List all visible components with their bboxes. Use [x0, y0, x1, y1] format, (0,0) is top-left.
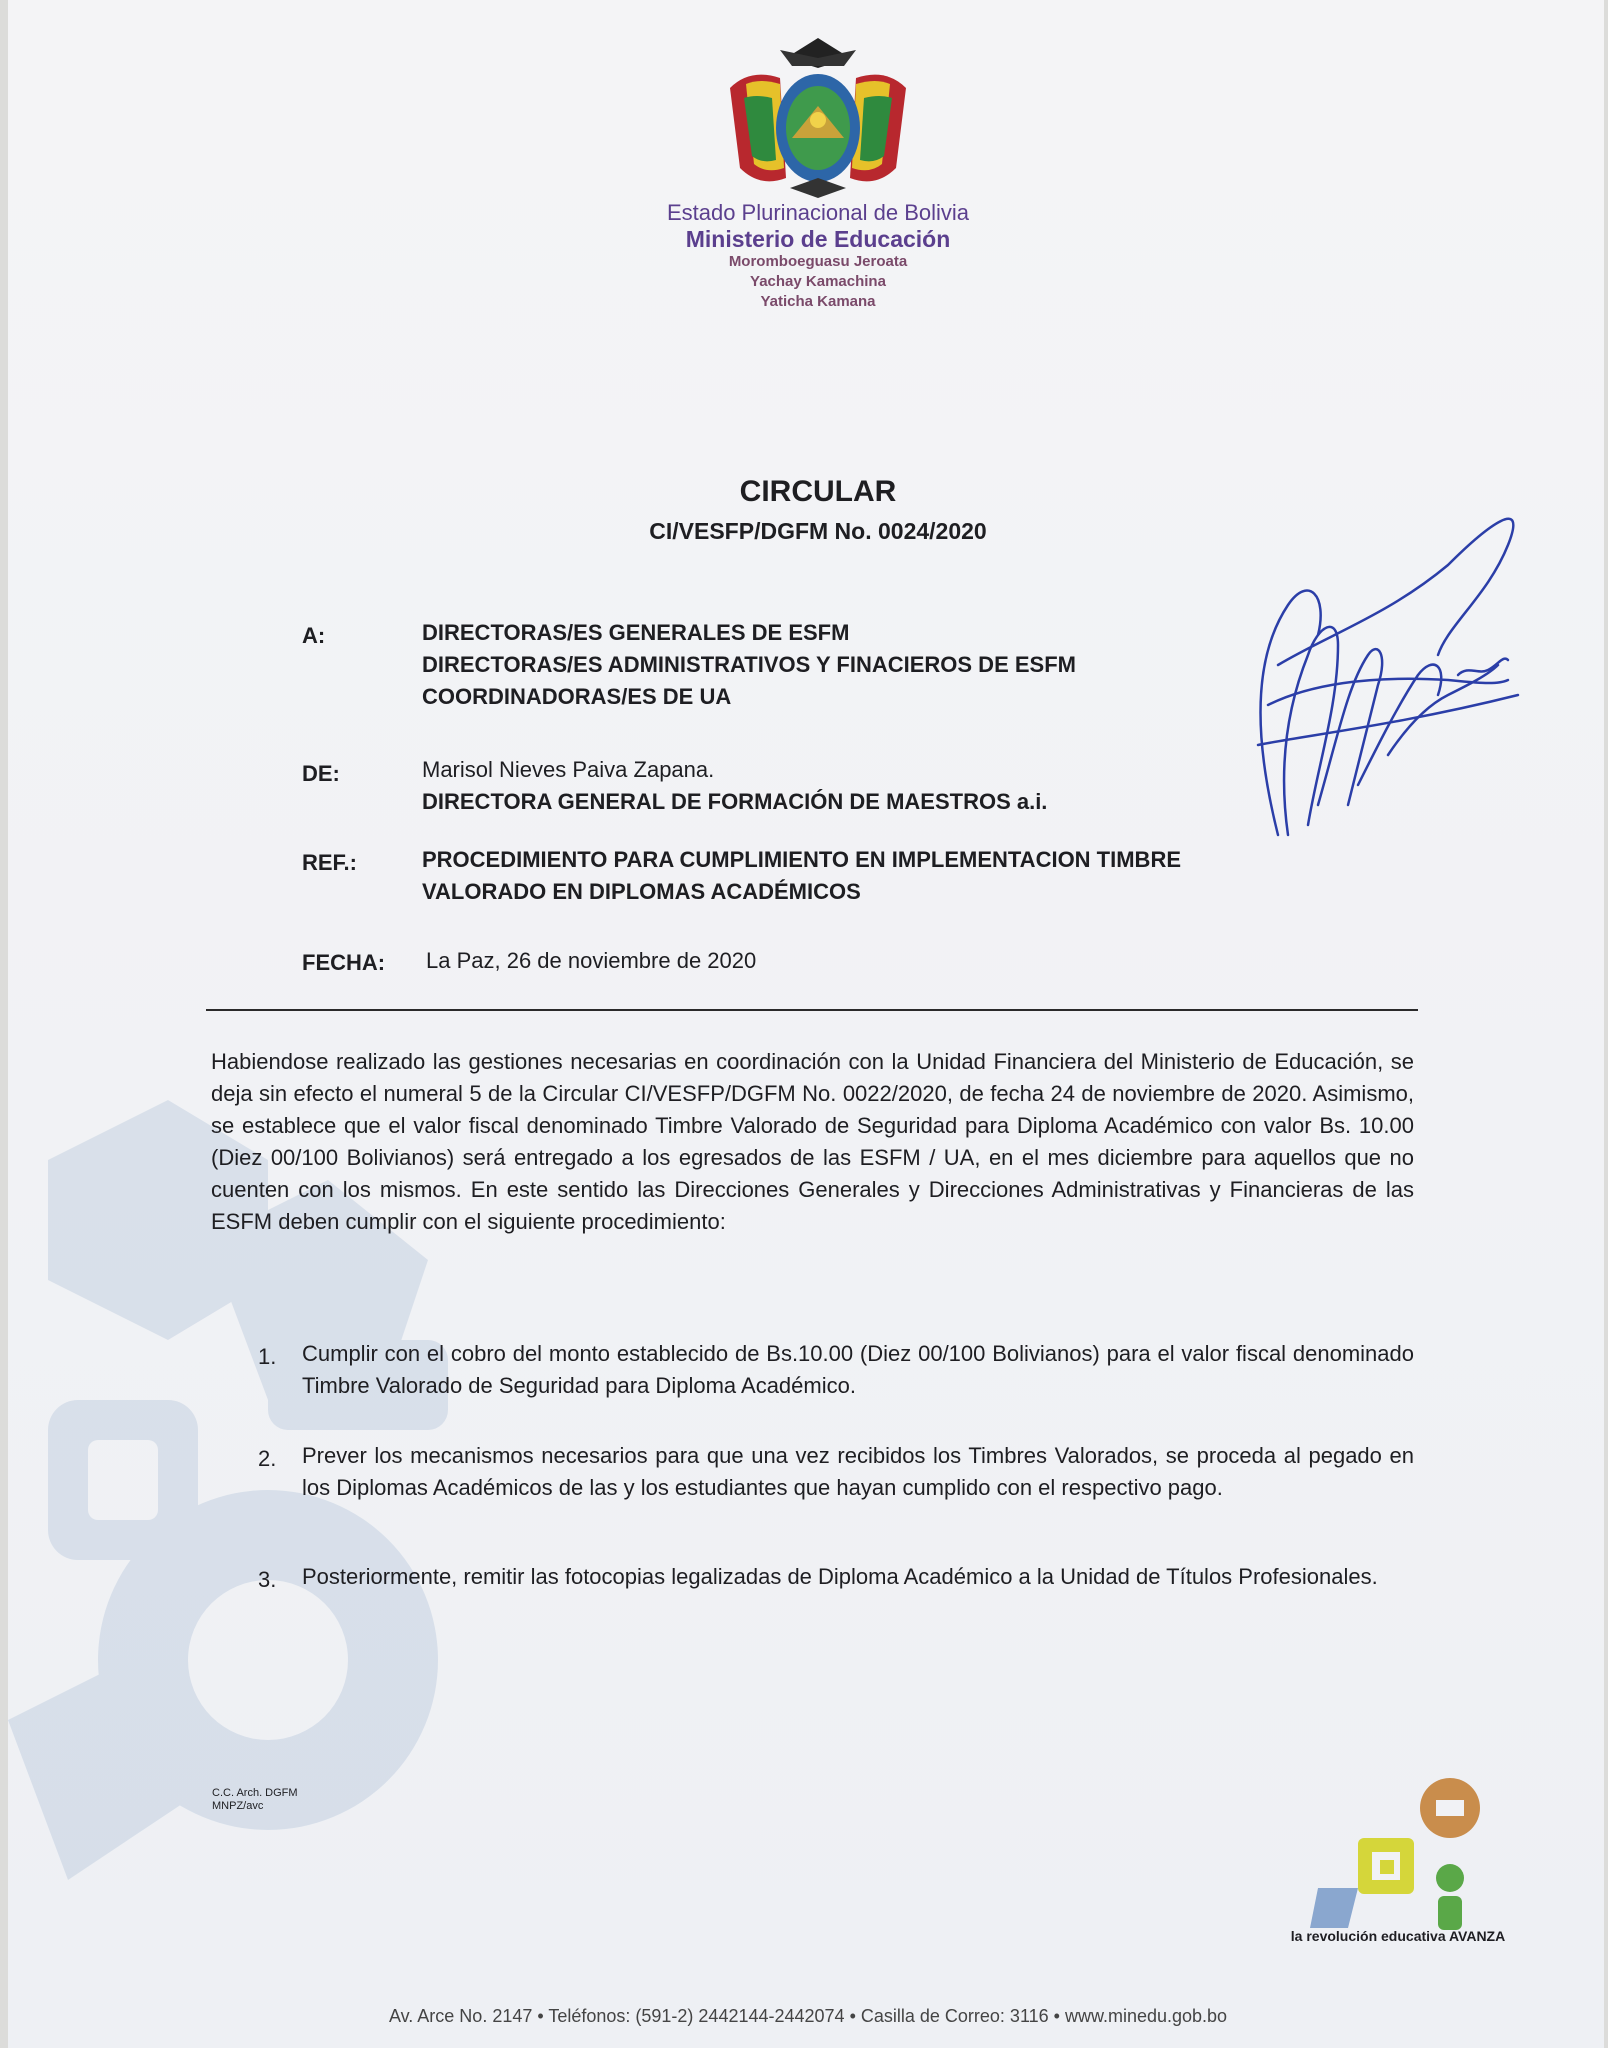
to-line-3: COORDINADORAS/ES DE UA: [422, 684, 732, 709]
state-name: Estado Plurinacional de Bolivia: [666, 200, 970, 225]
step-1-text: Cumplir con el cobro del monto establecido de Bs.10.00 (Diez 00/100 Bolivianos) para el valor fiscal denominado Timbre Valorado de Seguridad para Diploma Académico.: [302, 1341, 1414, 1398]
ministry-name-aymara: Yaticha Kamana: [760, 293, 876, 310]
header-divider: [206, 1009, 1418, 1011]
from-name: Marisol Nieves Paiva Zapana.: [422, 757, 715, 782]
document-page: [8, 0, 1604, 2048]
date-value: La Paz, 26 de noviembre de 2020: [426, 948, 757, 973]
to-label: A:: [302, 623, 326, 648]
body-paragraph: Habiendose realizado las gestiones necesarias en coordinación con la Unidad Financiera del Ministerio de Educación, se deja sin efecto el numeral 5 de la Circular CI/VESFP/DGFM No. 0022/2020, de fecha 24 de noviembre de 2020. Asimismo, se establece que el valor fiscal denominado Timbre Valorado de Seguridad para Diploma Académico con valor Bs. 10.00 (Diez 00/100 Bolivianos) será entregado a los egresados de las ESFM / UA, en el mes diciembre para aquellos que no cuenten con los mismos. En este sentido las Direcciones Generales y Direcciones Administrativas y Financieras de las ESFM deben cumplir con el siguiente procedimiento:: [211, 1049, 1414, 1234]
ministry-name: Ministerio de Educación: [685, 226, 951, 252]
ref-line-2: VALORADO EN DIPLOMAS ACADÉMICOS: [422, 879, 861, 904]
from-label: DE:: [302, 761, 340, 786]
coat-of-arms-icon: [720, 28, 916, 204]
circular-number: CI/VESFP/DGFM No. 0024/2020: [649, 518, 987, 544]
ministry-name-guarani: Moromboeguasu Jeroata: [728, 253, 908, 270]
cc-line-2: MNPZ/avc: [212, 1800, 264, 1812]
copy-reference: [212, 1787, 298, 1813]
from-position: DIRECTORA GENERAL DE FORMACIÓN DE MAESTROS a.i.: [422, 789, 1048, 814]
avanza-logo-icon: [1298, 1778, 1508, 1938]
ref-label: REF.:: [302, 850, 357, 875]
from-sender: [422, 754, 1047, 818]
footer-address: Av. Arce No. 2147 • Teléfonos: (591-2) 2442144-2442074 • Casilla de Correo: 3116 • www.minedu.gob.bo: [388, 2006, 1228, 2026]
step-1-number: 1.: [258, 1344, 277, 1369]
step-3-text: Posteriormente, remitir las fotocopias legalizadas de Diploma Académico a la Unidad de Títulos Profesionales.: [302, 1564, 1378, 1589]
step-3-number: 3.: [258, 1567, 277, 1592]
ref-subject: [422, 844, 1181, 908]
date-label: FECHA:: [302, 950, 386, 975]
step-2-text: Prever los mecanismos necesarios para que una vez recibidos los Timbres Valorados, se proceda al pegado en los Diplomas Académicos de las y los estudiantes que hayan cumplido con el respectivo pago.: [302, 1443, 1414, 1500]
signature-icon: [1248, 505, 1528, 845]
ministry-name-quechua: Yachay Kamachina: [750, 273, 886, 290]
circular-title: CIRCULAR: [739, 475, 897, 508]
ref-line-1: PROCEDIMIENTO PARA CUMPLIMIENTO EN IMPLEMENTACION TIMBRE: [422, 847, 1182, 872]
step-2-number: 2.: [258, 1446, 277, 1471]
ministry-header: [568, 200, 1068, 312]
to-line-1: DIRECTORAS/ES GENERALES DE ESFM: [422, 620, 850, 645]
to-recipients: [422, 617, 1076, 713]
avanza-slogan: la revolución educativa AVANZA: [1290, 1928, 1506, 1944]
cc-line-1: C.C. Arch. DGFM: [212, 1787, 298, 1799]
to-line-2: DIRECTORAS/ES ADMINISTRATIVOS Y FINACIEROS DE ESFM: [422, 652, 1076, 677]
